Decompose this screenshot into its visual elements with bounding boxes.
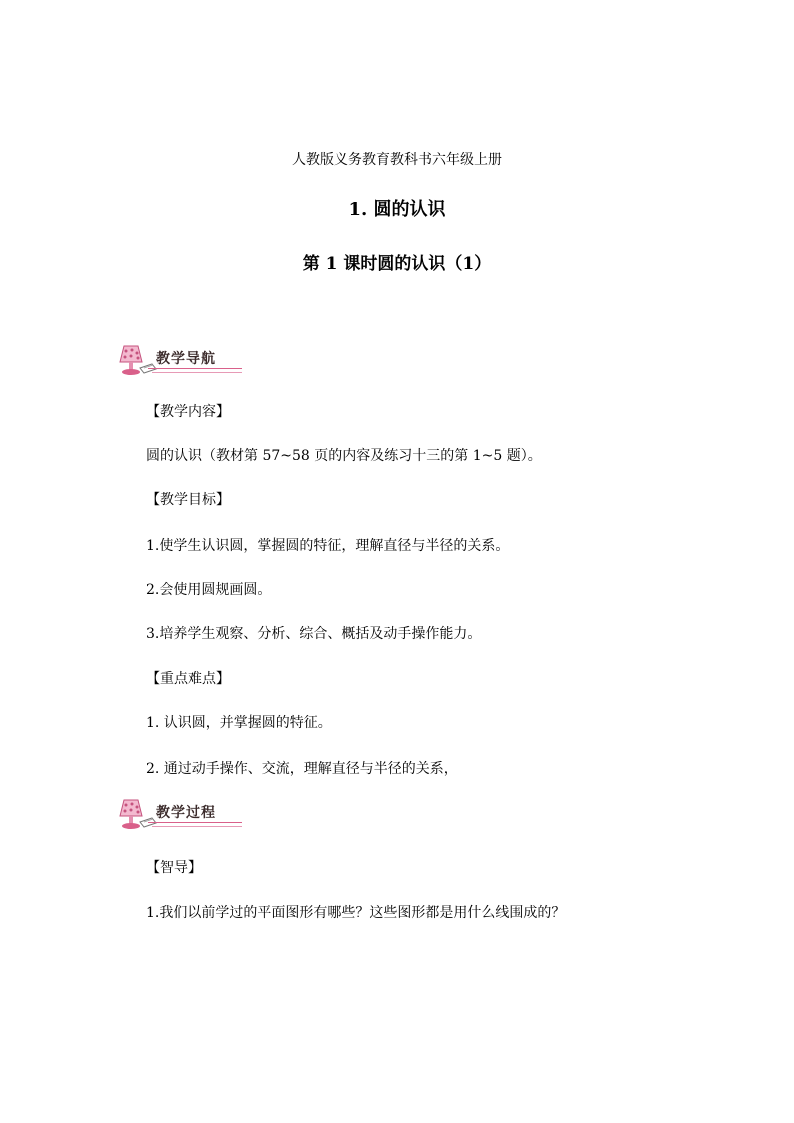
teaching-goals-heading: 【教学目标】 — [146, 492, 230, 508]
banner-underline — [148, 822, 242, 823]
teaching-guide-label: 教学导航 — [156, 351, 216, 367]
guide-question-1: 1.我们以前学过的平面图形有哪些？这些图形都是用什么线围成的？ — [146, 905, 566, 921]
unit-title: 1. 圆的认识 — [348, 199, 446, 220]
lesson-title: 第 1 课时圆的认识（1） — [302, 254, 492, 274]
teaching-goal-3: 3.培养学生观察、分析、综合、概括及动手操作能力。 — [146, 626, 482, 642]
guide-heading: 【智导】 — [146, 860, 202, 876]
key-point-2: 2. 通过动手操作、交流，理解直径与半径的关系， — [146, 761, 458, 777]
teaching-content-text: 圆的认识（教材第 57~58 页的内容及练习十三的第 1~5 题）。 — [146, 448, 542, 464]
key-point-1: 1. 认识圆，并掌握圆的特征。 — [146, 715, 332, 731]
banner-underline — [152, 826, 242, 827]
teaching-content-heading: 【教学内容】 — [146, 404, 230, 420]
teaching-goal-2: 2.会使用圆规画圆。 — [146, 582, 272, 598]
banner-underline — [148, 368, 242, 369]
key-points-heading: 【重点难点】 — [146, 671, 230, 687]
teaching-process-banner — [118, 796, 244, 834]
teaching-goal-1: 1.使学生认识圆，掌握圆的特征，理解直径与半径的关系。 — [146, 538, 510, 554]
banner-underline — [152, 372, 242, 373]
teaching-process-label: 教学过程 — [156, 805, 216, 821]
textbook-series: 人教版义务教育教科书六年级上册 — [292, 152, 502, 168]
teaching-guide-banner — [118, 342, 244, 380]
